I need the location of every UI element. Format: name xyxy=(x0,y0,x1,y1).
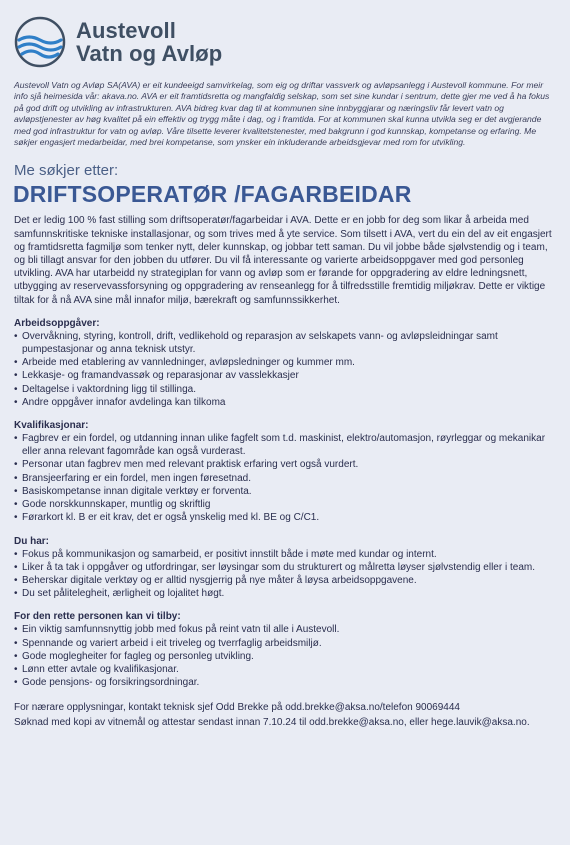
list-item: • Basiskompetanse innan digitale verktøy er forventa. xyxy=(14,485,556,498)
bullet-list xyxy=(14,623,556,689)
contact-line: For nærare opplysningar, kontakt teknisk sjef Odd Brekke på odd.brekke@aksa.no/telefon 90069444 xyxy=(14,702,460,714)
list-item: • Arbeide med etablering av vannledninger, avløpsledninger og kummer mm. xyxy=(14,356,556,369)
list-item: • Førarkort kl. B er eit krav, det er også ynskelig med kl. BE og C/C1. xyxy=(14,511,556,524)
list-item: • Liker å ta tak i oppgåver og utfordringar, ser løysingar som du strukturert og målretta løyser sjølvstendig eller i team. xyxy=(14,561,556,574)
list-item: • Andre oppgåver innafor avdelinga kan tilkoma xyxy=(14,396,556,409)
list-item: • Lekkasje- og framandvassøk og reparasjonar av vasslekkasjer xyxy=(14,369,556,382)
contact-info xyxy=(14,701,556,730)
water-drop-logo-icon xyxy=(14,16,66,68)
application-line: Søknad med kopi av vitnemål og attestar sendast innan 7.10.24 til odd.brekke@aksa.no, eller hege.lauvik@aksa.no. xyxy=(14,716,530,728)
list-item: • Lønn etter avtale og kvalifikasjonar. xyxy=(14,663,556,676)
list-item: • Gode pensjons- og forsikringsordningar. xyxy=(14,676,556,689)
seeking-label: Me søkjer etter: xyxy=(14,162,119,180)
bullet-list xyxy=(14,548,556,601)
job-title: DRIFTSOPERATØR /FAGARBEIDAR xyxy=(13,181,412,208)
section-heading: Du har: xyxy=(14,535,49,547)
section-heading: For den rette personen kan vi tilby: xyxy=(14,611,181,623)
section-you-have xyxy=(14,535,556,601)
section-we-offer xyxy=(14,610,556,689)
list-item: • Gode norskkunnskaper, muntlig og skriftlig xyxy=(14,498,556,511)
job-description: Det er ledig 100 % fast stilling som driftsoperatør/fagarbeidar i AVA. Dette er en jobb for deg som likar å arbeida med samfunnskritiske tekniske installasjonar, og som trives med å yte service. Som tilsett i AVA, vert du ein del av eit engasjert og framtidsretta fagmiljø som tenker nytt, deler kunnskap, og jobbar tett saman. Du vil jobbe både sjølvstendig og i team, og bli tillagt ansvar for den jobben du utfører. Du vil få interessante og varierte arbeidsoppgaver med god personleg utvikling. AVA har utarbeidd ny strategiplan for vann og avløp som er førande for oppgradering av eldre ledningsnett, utbygging av reservevassforsyning og oppgradering av renseanlegg for å tilfredsstille fremtidig miljøkrav. Dette er viktige tiltak for å nå AVA sine mål innafor miljø, bærekraft og samfunnssikkerhet. xyxy=(14,215,552,306)
section-tasks xyxy=(14,317,556,409)
logo-wordmark xyxy=(76,19,222,65)
header xyxy=(0,0,570,70)
list-item: • Spennande og variert arbeid i eit triveleg og tverrfaglig arbeidsmiljø. xyxy=(14,637,556,650)
section-qualifications xyxy=(14,419,556,524)
list-item: • Ein viktig samfunnsnyttig jobb med fokus på reint vatn til alle i Austevoll. xyxy=(14,623,556,636)
section-heading: Arbeidsoppgåver: xyxy=(14,317,100,329)
list-item: • Overvåkning, styring, kontroll, drift, vedlikehold og reparasjon av selskapets vann- og avløpsleidningar samt pumpestasjonar og anna teknisk utstyr. xyxy=(14,330,556,356)
list-item: • Bransjeerfaring er ein fordel, men ingen føresetnad. xyxy=(14,472,556,485)
list-item: • Du set pålitelegheit, ærligheit og lojalitet høgt. xyxy=(14,587,556,600)
list-item: • Fokus på kommunikasjon og samarbeid, er positivt innstilt både i møte med kundar og internt. xyxy=(14,548,556,561)
bullet-list xyxy=(14,432,556,524)
bullet-list xyxy=(14,330,556,409)
section-heading: Kvalifikasjonar: xyxy=(14,420,89,432)
logo-line-1: Austevoll xyxy=(76,17,176,43)
list-item: • Fagbrev er ein fordel, og utdanning innan ulike fagfelt som t.d. maskinist, elektro/automasjon, røyrleggar og mekanikar eller anna relevant fagområde kan også vurderast. xyxy=(14,432,556,458)
list-item: • Gode moglegheiter for fagleg og personleg utvikling. xyxy=(14,650,556,663)
logo-line-2: Vatn og Avløp xyxy=(76,41,223,66)
list-item: • Deltagelse i vaktordning ligg til stillinga. xyxy=(14,383,556,396)
company-intro: Austevoll Vatn og Avløp SA(AVA) er eit kundeeigd samvirkelag, som eig og driftar vassverk og avløpsanlegg i Austevoll kommune. For meir info sjå heimesida vår: akava.no. AVA er eit framtidsretta og mangfaldig selskap, som set sine kundar i sentrum, dette gjer me ved å ha fokus på god drift og utvikling av infrastrukturen. AVA bidreg kvar dag til at kommunen sine innbyggjarar og næringsliv får levert vatn og avløpstjenester av høg kvalitet på ein effektiv og trygg måte i dag, og i framtida. For at kommunen skal kunna utvikla seg er det avgjerande med god infrastruktur for vatn og avløp. Våre tilsette leverer kvalitetstenester, med bakgrunn i god kunnskap, kompetanse og erfaring. Me søkjer engasjert medarbeidar, med brei kompetanse, som ynsker ein inkluderande arbeidsgjevar med rom for utvikling. xyxy=(14,80,550,148)
list-item: • Beherskar digitale verktøy og er alltid nysgjerrig på nye måter å løysa arbeidsoppgavene. xyxy=(14,574,556,587)
list-item: • Personar utan fagbrev men med relevant praktisk erfaring vert også vurdert. xyxy=(14,458,556,471)
